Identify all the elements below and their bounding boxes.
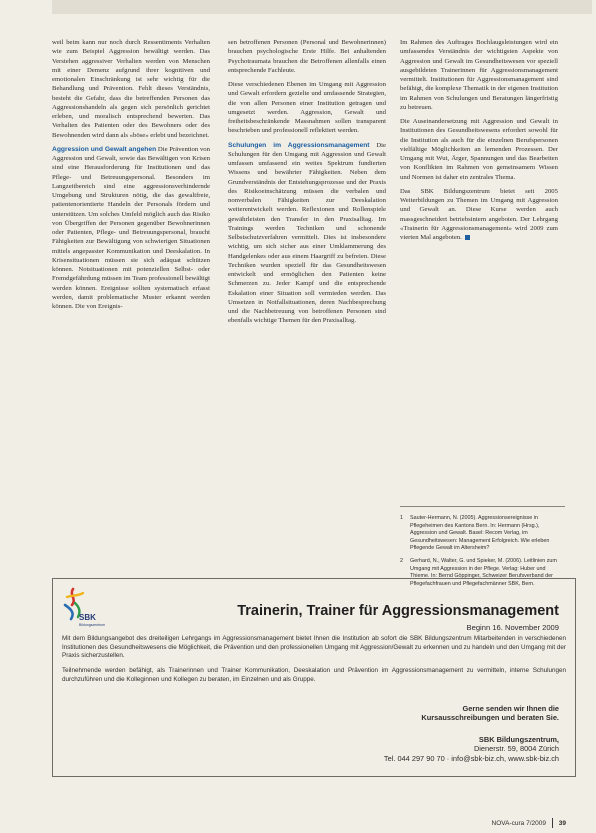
footnote-number: 2	[400, 557, 403, 564]
footnote	[400, 515, 565, 553]
advertisement-box	[52, 578, 576, 777]
ad-date: Beginn 16. November 2009	[466, 623, 559, 632]
ad-call-to-action	[421, 704, 559, 723]
paragraph	[228, 141, 386, 326]
top-band	[52, 0, 592, 14]
footnote-text: Gerhard, N., Walter, G. und Spieker, M. (2006). Leitlinien zum Umgang mit Aggression in der Pflege. Verlag: Huber und Thieme. In: Bernd Göppinger, Schweizer Berufsverband der Pflegefachfrauen und Pflegefachmänner SBK, Bern.	[410, 557, 557, 587]
article-column-2	[228, 38, 386, 331]
footer-divider	[552, 818, 553, 828]
section-heading: Schulungen im Aggressionsmanagement	[228, 141, 370, 149]
paragraph: sen betroffenen Personen (Personal und Bewohnerinnen) brauchen psychologische Erste Hilfe. Bei anhaltenden Psychotraumata brauchen die Betroffenen allenfalls einen entsprechende Fachleute.	[228, 39, 386, 74]
footnote-number: 1	[400, 515, 403, 521]
paragraph: Die Auseinandersetzung mit Aggression und Gewalt in Institutionen des Gesundheitswesens erfordert sowohl für die Institution als auch für die einzelnen Berufspersonen vielfältige Möglichkeiten an lernenden Prozessen. Der Umgang mit Wut, Ärger, Spannungen und das Bearbeiten von Konflikten im Rahmen von gemeinsamem Wissen und Normen ist daher ein zentrales Thema.	[400, 118, 558, 181]
cta-line: Kursausschreibungen und beraten Sie.	[421, 713, 559, 723]
paragraph-text: Die Schulungen für den Umgang mit Aggression und Gewalt umfassen umfassend ein weites Spektrum fundierten Wissens und bewährter Fähigkeiten. Neben dem Grundverständnis der Entstehungsprozesse und der Praxis des Risikoeinschätzung müssen die verbalen und nonverbalen Fähigkeiten zur Deeskalation weiterentwickelt werden. Reflexionen und Rollenspiele gewährleisten den Transfer in den Praxisalltag. Im Trainings werden Techniken und schonende Selbstschutzverfahren vermittelt. Dies ist insbesondere wichtig, um sich sicher aus einer Umklammerung des Handgelenkes oder aus einem Haargriff zu befreien. Diese Techniken wurden speziell für das Gesundheitswesen entwickelt und ermöglichen den Patienten keine Schmerzen zu. Jeder Kampf und die entsprechende Eskalation einer Situation soll vermieden werden. Das Umsetzen in Notfallsituationen, deren Nachbesprechung und die Nachbetreuung von betroffenen Personen sind ebenfalls wichtige Themen für den Praxisalltag.	[228, 141, 386, 325]
article-column-1	[52, 38, 210, 316]
paragraph	[52, 145, 210, 312]
ad-paragraph: Mit dem Bildungsangebot des dreiteiligen Lehrgangs im Aggressionsmanagement bietet Ihnen die Institution ab sofort die SBK Bildungszentrum Mitarbeitenden in verschiedenen Institutionen des Gesundheitswesens die Möglichkeit, die Prävention und den professionellen Umgang mit Aggression/Gewalt zu erkennen und zu handeln und den Umgang mit der Praxis sicherzustellen.	[62, 635, 566, 660]
ad-contact	[384, 735, 559, 763]
paragraph-text: Die Prävention von Aggression und Gewalt, sowie das Bewältigen von Krisen sind eine Herausforderung für Institutionen und das Pflege- und Betreuungspersonal. Besonders im Langzeitbereich sind eine aggressionsverhindernde Umgebung und Strukturen nötig, die das gewaltfreie, patientenorientierte Handeln der Personals fördern und unterstützen. Um solches Umfeld möglich auch das Risiko von Übergriffen der Personen gegenüber Bewohnerinnen oder Patienten, Pflege- und Betreuungspersonal, braucht Fähigkeiten zur Bewältigung von schwierigen Situationen mittels angepasster Kommunikation und Deeskalation. In Krisensituationen müssen sie sich adäquat schützen können. Notsituationen mit potenziellen Selbst- oder Fremdgefährdung müssen im Team professionell bewältigt werden können. Ereignisse sollten systematisch erfasst werden, damit problematische Muster erkannt werden können. Die von Ereignis-	[52, 145, 210, 310]
footnote-text: Sauter-Hermann, N. (2005). Aggressionsereignisse in Pflegeheimen des Kantons Bern. In: Hermann (Hrsg.), Aggression und Gewalt. Basel: Recom Verlag, im Gesundheitswesen: Management Erfolgreich. Wie erleben Pflegende Gewalt im Altersheim?	[410, 515, 550, 552]
article-column-3	[400, 38, 558, 247]
contact-phone-email: Tel. 044 297 90 70 · info@sbk-biz.ch, www.sbk-biz.ch	[383, 753, 559, 763]
section-heading: Aggression und Gewalt angehen	[52, 145, 157, 153]
logo-brand: SBK	[79, 613, 96, 622]
paragraph: Im Rahmen des Auftrages Bochlaugsleistungen wird ein umfassendes Verständnis der wichtigsten Aspekte von Aggression und Gewalt im Gesundheitswesen vor speziell ausgebildeten Trainerinnen für Aggressionsmanagement vermittelt. Institutionen für Aggressionsmanagement sind befähigt, die komplexe Thematik in der eigenen Institution im Rahmen von Schulungen und Beratungen längerfristig zu betreuen.	[400, 39, 558, 111]
contact-address: Dienerstr. 59, 8004 Zürich	[473, 744, 559, 754]
logo-subtitle: Bildungszentrum	[79, 623, 106, 627]
paragraph-text: Das SBK Bildungszentrum bietet seit 2005 Weiterbildungen zu Themen im Umgang mit Aggression und Gewalt an. Diese Kurse werden auch massgeschneidert betriebsintern angeboten. Der Lehrgang «Trainerin für Aggressionsmanagement» wird 2009 zum vierten Mal angeboten.	[400, 187, 558, 241]
ad-body	[62, 635, 566, 691]
page-number: 39	[558, 819, 566, 827]
contact-org: SBK Bildungszentrum,	[478, 735, 559, 744]
cta-line: Gerne senden wir Ihnen die	[462, 704, 559, 713]
ad-paragraph: Teilnehmende werden befähigt, als Trainerinnen und Trainer Kommunikation, Deeskalation und Prävention im Aggressionsmanagement zu vermitteln, interne Schulungen durchzuführen und die Kolleginnen und Kollegen zu beraten, im Einzelnen und als Gruppe.	[62, 667, 566, 683]
page-footer	[492, 818, 566, 828]
ad-title: Trainerin, Trainer für Aggressionsmanagement	[237, 603, 559, 619]
paragraph: weil beim kann nur noch durch Ressentiments Verhalten wie zum Beispiel Aggression bewältigt werden. Das Verstehen aggressiver Verhalten werden von Menschen mit einer Demenz aufgrund ihrer kognitiven und emotionalen Einschränkung ist sehr wichtig für die Behandlung und Prävention. Fehlt dieses Verständnis, besteht die Gefahr, dass die betreffenden Personen das Aggressionshandeln als gegen sich persönlich gerichtet erleben, und moralisch entsprechend bewerten. Das Verhalten des Patienten oder des Bewohners oder des Bewohnenden wird dann als «böse» erlebt und bezeichnet.	[52, 39, 210, 139]
end-of-article-icon	[465, 235, 470, 240]
journal-issue: NOVA-cura 7/2009	[491, 819, 546, 827]
paragraph	[400, 187, 558, 243]
paragraph: Diese verschiedenen Ebenen im Umgang mit Aggression und Gewalt erfordern gezielte und umfassende Strategien, die von allen Personen einer Institution getragen und umgesetzt werden. Aggression, Gewalt und freiheitsbeschränkende Massnahmen sollen transparent beschrieben und professionell reflektiert werden.	[228, 81, 386, 135]
